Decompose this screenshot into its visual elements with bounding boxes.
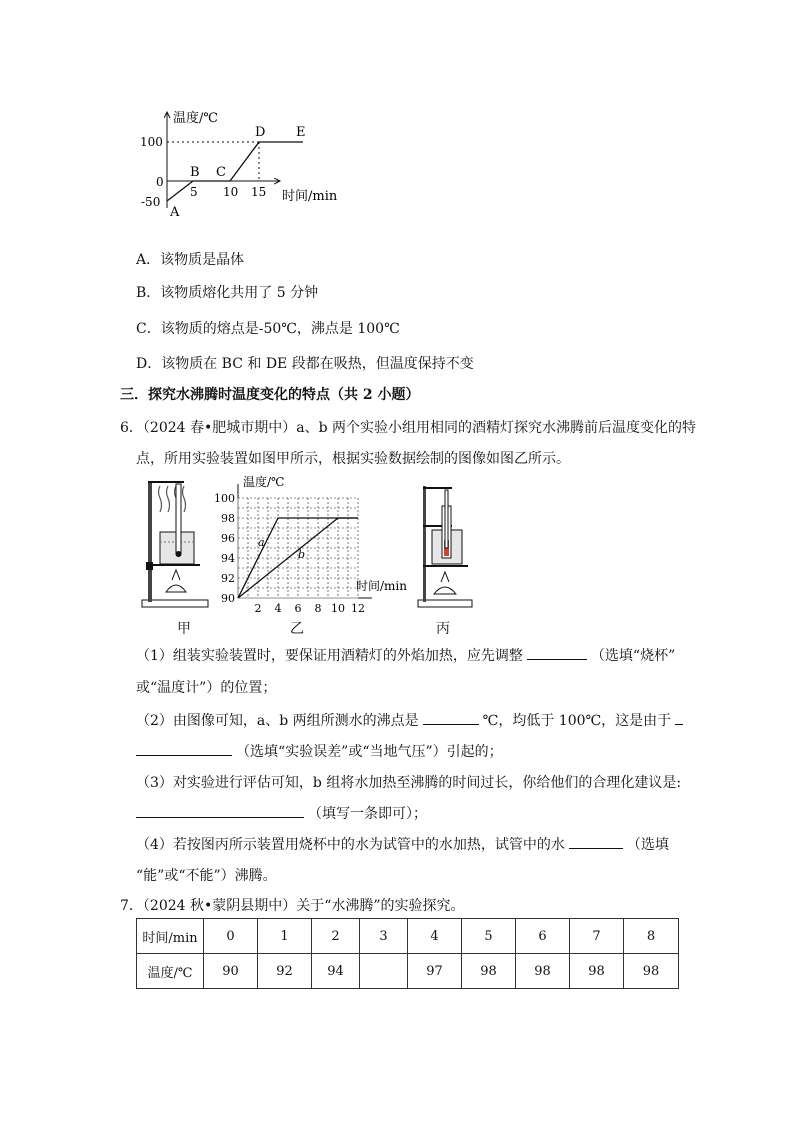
graph2-x-tick: 12 bbox=[351, 602, 365, 615]
section-3-title: 三．探究水沸腾时温度变化的特点（共 2 小题） bbox=[120, 387, 420, 403]
q6-sub1-row1 bbox=[136, 645, 675, 665]
table-cell: 温度/℃ bbox=[137, 954, 204, 989]
graph2-y-axis-label: 温度/℃ bbox=[243, 475, 285, 489]
q6-sub2-text-b: ℃，均低于 100℃，这是由于 bbox=[482, 713, 672, 729]
graph2-y-tick: 94 bbox=[221, 552, 235, 565]
q6-line-2: 点，所用实验装置如图甲所示，根据实验数据绘制的图像如图乙所示。 bbox=[136, 451, 570, 467]
graph2-x-tick: 6 bbox=[294, 602, 302, 615]
graph1-x-tick-5: 5 bbox=[190, 185, 198, 199]
table-cell: 92 bbox=[258, 954, 312, 989]
table-row bbox=[137, 919, 679, 954]
table-cell: 7 bbox=[570, 919, 624, 954]
q6-sub3-text-b: （填写一条即可）； bbox=[308, 806, 427, 822]
q6-sub4-text-c: “能”或“不能”）沸腾。 bbox=[136, 868, 277, 884]
q6-sub2-text-c: （选填“实验误差”或“当地气压”）引起的； bbox=[236, 744, 503, 760]
q6-sub1-blank[interactable] bbox=[527, 645, 587, 660]
fig-label-jia: 甲 bbox=[177, 621, 191, 637]
table-cell: 97 bbox=[408, 954, 462, 989]
table-row bbox=[137, 954, 679, 989]
table-cell: 0 bbox=[204, 919, 258, 954]
q5-option-c: C．该物质的熔点是-50℃，沸点是 100℃ bbox=[136, 321, 400, 337]
graph1-x-axis-label: 时间/min bbox=[282, 189, 338, 204]
table-cell: 8 bbox=[624, 919, 679, 954]
q6-sub2-text-a: （2）由图像可知，a、b 两组所测水的沸点是 bbox=[136, 713, 419, 729]
table-cell: 1 bbox=[258, 919, 312, 954]
q6-sub1-text-c: 或“温度计”）的位置； bbox=[136, 680, 277, 696]
table-cell: 94 bbox=[312, 954, 360, 989]
graph2-x-tick: 4 bbox=[274, 602, 282, 615]
table-cell: 6 bbox=[516, 919, 570, 954]
q6-sub4-text-a: （4）若按图丙所示装置用烧杯中的水为试管中的水加热，试管中的水 bbox=[136, 837, 565, 853]
q6-sub4-row1 bbox=[136, 834, 669, 854]
graph1-point-b: B bbox=[190, 165, 200, 180]
graph2-series-a-label: a bbox=[258, 536, 265, 549]
temperature-time-graph-1 bbox=[130, 100, 370, 225]
temperature-time-graph-2 bbox=[214, 474, 410, 616]
q6-sub3-row2 bbox=[136, 803, 427, 823]
graph2-y-tick: 100 bbox=[214, 492, 235, 505]
table-cell: 98 bbox=[462, 954, 516, 989]
graph2-y-tick: 98 bbox=[221, 512, 235, 525]
apparatus-jia bbox=[138, 472, 213, 612]
q6-sub4-text-b: （选填 bbox=[626, 837, 669, 853]
table-cell: 时间/min bbox=[137, 919, 204, 954]
table-cell: 98 bbox=[570, 954, 624, 989]
q6-sub2-blank-2a[interactable] bbox=[675, 710, 683, 725]
graph1-x-tick-15: 15 bbox=[251, 185, 267, 199]
q6-sub3-text-a: （3）对实验进行评估可知，b 组将水加热至沸腾的时间过长，你给他们的合理化建议是: bbox=[136, 775, 682, 791]
graph2-x-tick: 10 bbox=[331, 602, 345, 615]
graph1-y-tick-0: 0 bbox=[156, 175, 164, 189]
graph1-x-tick-10: 10 bbox=[223, 185, 239, 199]
graph2-y-tick: 92 bbox=[221, 572, 235, 585]
graph1-point-a: A bbox=[170, 205, 180, 220]
apparatus-bing bbox=[412, 482, 478, 612]
q6-line-1: 6．（2024 春•肥城市期中）a、b 两个实验小组用相同的酒精灯探究水沸腾前后温度变化的特 bbox=[120, 420, 697, 436]
graph1-point-d: D bbox=[255, 125, 266, 140]
q6-sub2-blank-1[interactable] bbox=[423, 710, 479, 725]
graph2-x-tick: 2 bbox=[254, 602, 262, 615]
q5-option-d: D．该物质在 BC 和 DE 段都在吸热，但温度保持不变 bbox=[136, 356, 474, 372]
graph1-y-axis-label: 温度/℃ bbox=[173, 111, 218, 126]
fig-label-yi: 乙 bbox=[290, 621, 304, 637]
graph1-y-tick-neg50: -50 bbox=[141, 195, 161, 209]
q6-sub3-blank[interactable] bbox=[136, 803, 304, 818]
q7-title: 7．（2024 秋•蒙阴县期中）关于“水沸腾”的实验探究。 bbox=[120, 898, 465, 914]
graph1-point-c: C bbox=[216, 165, 226, 180]
graph2-x-axis-label: 时间/min bbox=[356, 579, 407, 593]
q5-option-a: A．该物质是晶体 bbox=[136, 252, 245, 268]
table-cell: 5 bbox=[462, 919, 516, 954]
table-cell: 98 bbox=[624, 954, 679, 989]
table-cell: 90 bbox=[204, 954, 258, 989]
graph2-y-tick: 90 bbox=[221, 592, 235, 605]
q6-sub2-row2 bbox=[136, 741, 503, 761]
fig-label-bing: 丙 bbox=[436, 621, 450, 637]
table-cell: 2 bbox=[312, 919, 360, 954]
q7-data-table bbox=[136, 918, 679, 989]
graph2-series-b-label: b bbox=[298, 548, 306, 561]
q5-option-b: B．该物质熔化共用了 5 分钟 bbox=[136, 285, 319, 301]
graph1-point-e: E bbox=[296, 125, 306, 140]
q6-sub4-blank[interactable] bbox=[569, 834, 623, 849]
graph1-y-tick-100: 100 bbox=[140, 135, 163, 149]
graph2-y-tick: 96 bbox=[221, 532, 235, 545]
q6-sub2-blank-2b[interactable] bbox=[136, 741, 232, 756]
table-cell: 4 bbox=[408, 919, 462, 954]
table-cell: 98 bbox=[516, 954, 570, 989]
q6-sub1-text-a: （1）组装实验装置时，要保证用酒精灯的外焰加热，应先调整 bbox=[136, 648, 523, 664]
q6-sub1-text-b: （选填“烧杯” bbox=[590, 648, 676, 664]
table-cell-empty[interactable] bbox=[360, 954, 408, 989]
q6-sub2-row1 bbox=[136, 710, 687, 730]
graph2-x-tick: 8 bbox=[314, 602, 322, 615]
table-cell: 3 bbox=[360, 919, 408, 954]
